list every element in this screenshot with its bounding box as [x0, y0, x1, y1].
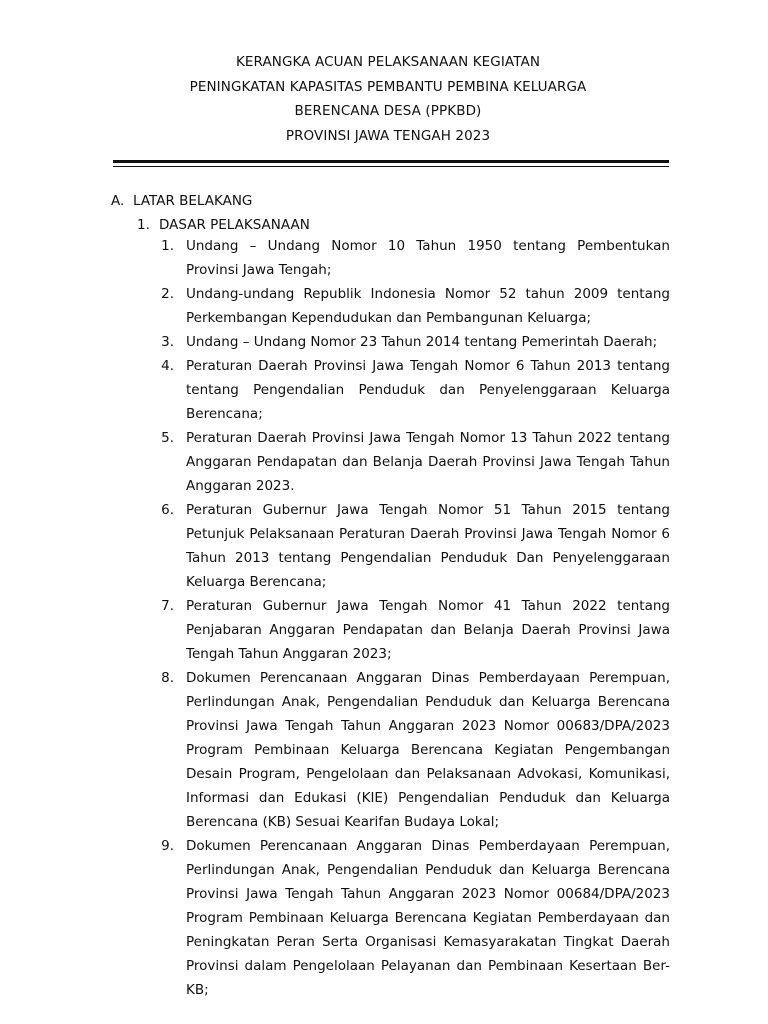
list-item-text: Peraturan Daerah Provinsi Jawa Tengah Nomor 6 Tahun 2013 tentang tentang Pengendalian Penduduk dan Penyelenggaraan Keluarga Berencana;	[186, 358, 670, 422]
list-item-text: Peraturan Gubernur Jawa Tengah Nomor 51 Tahun 2015 tentang Petunjuk Pelaksanaan Peraturan Daerah Provinsi Jawa Tengah Nomor 6 Tahun 2013 tentang Pengendalian Penduduk Dan Penyelenggaraan Keluarga Berencana;	[186, 502, 670, 590]
subsection-title: DASAR PELAKSANAAN	[159, 217, 310, 233]
list-item-number: 5.	[161, 430, 174, 446]
subsection-number: 1.	[137, 217, 150, 233]
list-item	[150, 354, 670, 426]
list-item-text: Dokumen Perencanaan Anggaran Dinas Pemberdayaan Perempuan, Perlindungan Anak, Pengendalian Penduduk dan Keluarga Berencana Provinsi Jawa Tengah Tahun Anggaran 2023 Nomor 00683/DPA/2023 Program Pembinaan Keluarga Berencana Kegiatan Pengembangan Desain Program, Pengelolaan dan Pelaksanaan Advokasi, Komunikasi, Informasi dan Edukasi (KIE) Pengendalian Penduduk dan Keluarga Berencana (KB) Sesuai Kearifan Budaya Lokal;	[186, 670, 670, 830]
title-divider-thin	[113, 166, 669, 167]
section-heading	[111, 192, 252, 210]
list-item-number: 6.	[161, 502, 174, 518]
list-item	[150, 666, 670, 834]
list-item	[150, 498, 670, 594]
list-item	[150, 282, 670, 330]
section-title: LATAR BELAKANG	[133, 193, 253, 209]
title-line-3: BERENCANA DESA (PPKBD)	[294, 103, 482, 119]
legal-basis-list	[150, 234, 670, 1002]
list-item-text: Dokumen Perencanaan Anggaran Dinas Pemberdayaan Perempuan, Perlindungan Anak, Pengendalian Penduduk dan Keluarga Berencana Provinsi Jawa Tengah Tahun Anggaran 2023 Nomor 00684/DPA/2023 Program Pembinaan Keluarga Berencana Kegiatan Pemberdayaan dan Peningkatan Peran Serta Organisasi Kemasyarakatan Tingkat Daerah Provinsi dalam Pengelolaan Pelayanan dan Pembinaan Kesertaan Ber-KB;	[186, 838, 670, 998]
list-item-text: Undang – Undang Nomor 10 Tahun 1950 tentang Pembentukan Provinsi Jawa Tengah;	[186, 238, 670, 278]
list-item-text: Peraturan Daerah Provinsi Jawa Tengah Nomor 13 Tahun 2022 tentang Anggaran Pendapatan dan Belanja Daerah Provinsi Jawa Tengah Tahun Anggaran 2023.	[186, 430, 670, 494]
title-divider-thick	[113, 160, 669, 163]
list-item-number: 9.	[161, 838, 174, 854]
list-item-number: 8.	[161, 670, 174, 686]
title-line-4: PROVINSI JAWA TENGAH 2023	[285, 127, 491, 144]
list-item-text: Peraturan Gubernur Jawa Tengah Nomor 41 Tahun 2022 tentang Penjabaran Anggaran Pendapatan dan Belanja Daerah Provinsi Jawa Tengah Tahun Anggaran 2023;	[186, 598, 670, 662]
list-item-text: Undang-undang Republik Indonesia Nomor 52 tahun 2009 tentang Perkembangan Kependudukan dan Pembangunan Keluarga;	[186, 286, 670, 326]
document-title	[100, 50, 676, 148]
list-item	[150, 834, 670, 1002]
list-item-number: 3.	[161, 334, 174, 350]
list-item	[150, 330, 670, 354]
list-item	[150, 594, 670, 666]
section-letter: A.	[111, 193, 125, 209]
title-line-1: KERANGKA ACUAN PELAKSANAAN KEGIATAN	[235, 54, 541, 70]
list-item-number: 1.	[161, 238, 174, 254]
title-line-2: PENINGKATAN KAPASITAS PEMBANTU PEMBINA KELUARGA	[189, 78, 587, 95]
subsection-heading	[137, 216, 310, 234]
list-item	[150, 426, 670, 498]
list-item-number: 4.	[161, 358, 174, 374]
list-item-number: 7.	[161, 598, 174, 614]
list-item-text: Undang – Undang Nomor 23 Tahun 2014 tentang Pemerintah Daerah;	[186, 334, 658, 350]
list-item-number: 2.	[161, 286, 174, 302]
list-item	[150, 234, 670, 282]
